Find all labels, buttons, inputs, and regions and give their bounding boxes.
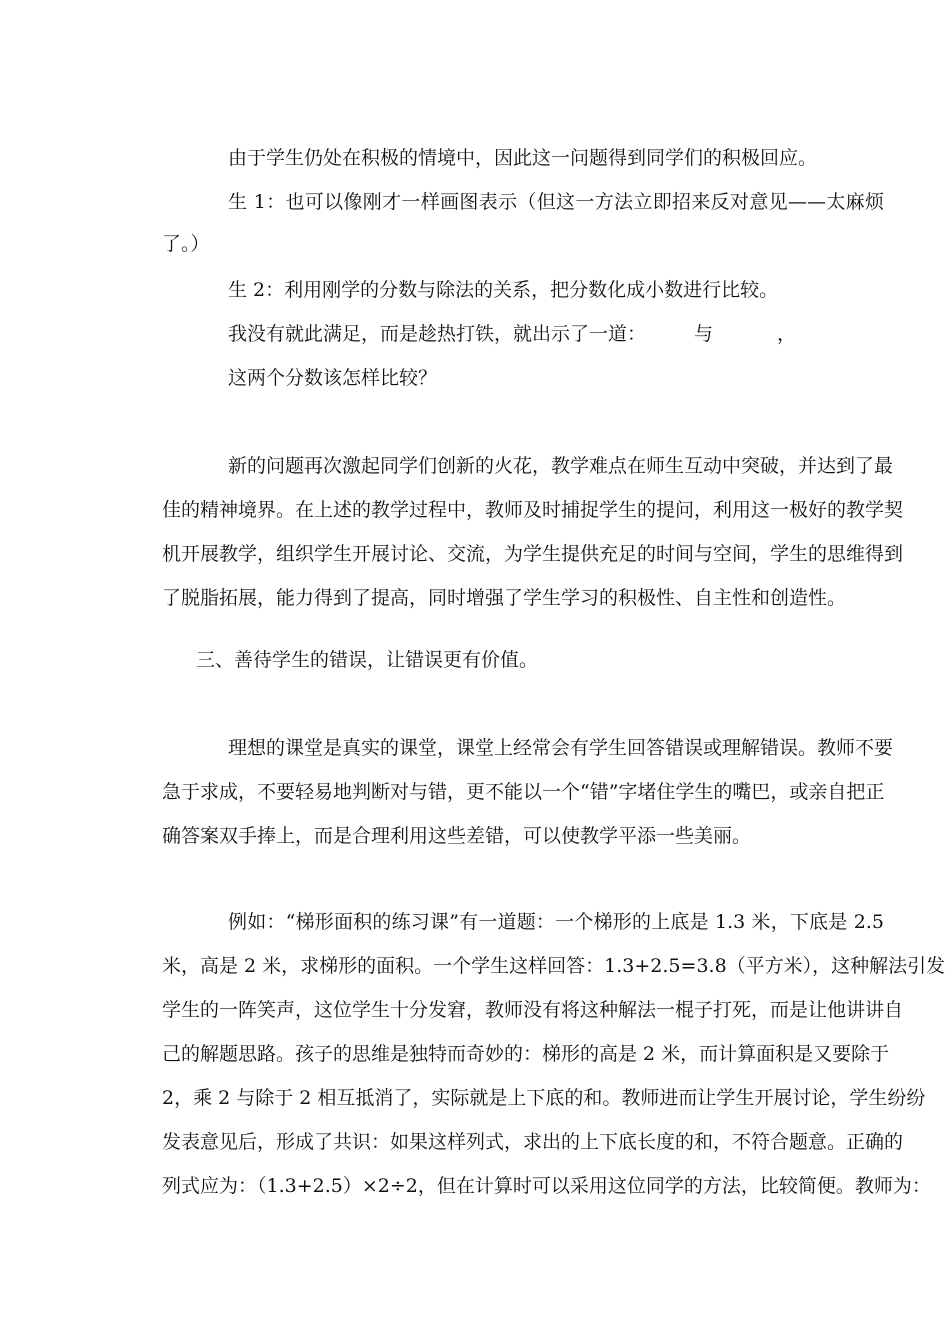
fraction-comparison-line — [228, 322, 884, 346]
lead-text: 我没有就此满足，而是趁热打铁，就出示了一道： — [228, 323, 647, 345]
paragraph-line: 急于求成，不要轻易地判断对与错，更不能以一个“错”字堵住学生的嘴巴，或亲自把正 — [162, 781, 885, 803]
paragraph-line: 学生的一阵笑声，这位学生十分发窘，教师没有将这种解法一棍子打死，而是让他讲讲自 — [162, 999, 904, 1021]
tail-punctuation: ， — [777, 323, 797, 345]
paragraph-line: 确答案双手捧上，而是合理利用这些差错，可以使教学平添一些美丽。 — [162, 825, 752, 847]
paragraph-line: 新的问题再次激起同学们创新的火花，教学难点在师生互动中突破，并达到了最 — [228, 455, 894, 477]
paragraph-line: 生 2：利用刚学的分数与除法的关系，把分数化成小数进行比较。 — [228, 279, 779, 301]
paragraph-line: 了脱脂拓展，能力得到了提高，同时增强了学生学习的积极性、自主性和创造性。 — [162, 587, 847, 609]
connector-text: 与 — [694, 323, 714, 345]
section-heading: 三、善待学生的错误，让错误更有价值。 — [196, 649, 539, 671]
paragraph-line: 机开展教学，组织学生开展讨论、交流，为学生提供充足的时间与空间，学生的思维得到 — [162, 543, 904, 565]
paragraph-line: 2，乘 2 与除于 2 相互抵消了，实际就是上下底的和。教师进而让学生开展讨论，学生纷纷 — [162, 1087, 926, 1109]
paragraph-line: 例如：“梯形面积的练习课”有一道题：一个梯形的上底是 1.3 米，下底是 2.5 — [228, 911, 884, 933]
paragraph-line: 生 1：也可以像刚才一样画图表示（但这一方法立即招来反对意见——太麻烦 — [228, 191, 884, 213]
paragraph-line: 列式应为：（1.3+2.5）×2÷2，但在计算时可以采用这位同学的方法，比较简便。教师为： — [162, 1175, 931, 1197]
paragraph-line: 了。） — [162, 233, 210, 255]
paragraph-line: 发表意见后，形成了共识：如果这样列式，求出的上下底长度的和，不符合题意。正确的 — [162, 1131, 904, 1153]
paragraph-line: 理想的课堂是真实的课堂，课堂上经常会有学生回答错误或理解错误。教师不要 — [228, 737, 894, 759]
paragraph-line: 佳的精神境界。在上述的教学过程中，教师及时捕捉学生的提问，利用这一极好的教学契 — [162, 499, 904, 521]
paragraph-line: 己的解题思路。孩子的思维是独特而奇妙的：梯形的高是 2 米，而计算面积是又要除于 — [162, 1043, 890, 1065]
paragraph-line: 由于学生仍处在积极的情境中，因此这一问题得到同学们的积极回应。 — [228, 147, 818, 169]
paragraph-line: 米，高是 2 米，求梯形的面积。一个学生这样回答：1.3+2.5=3.8（平方米），这种解法引发 — [162, 955, 946, 977]
paragraph-line: 这两个分数该怎样比较？ — [228, 367, 438, 389]
